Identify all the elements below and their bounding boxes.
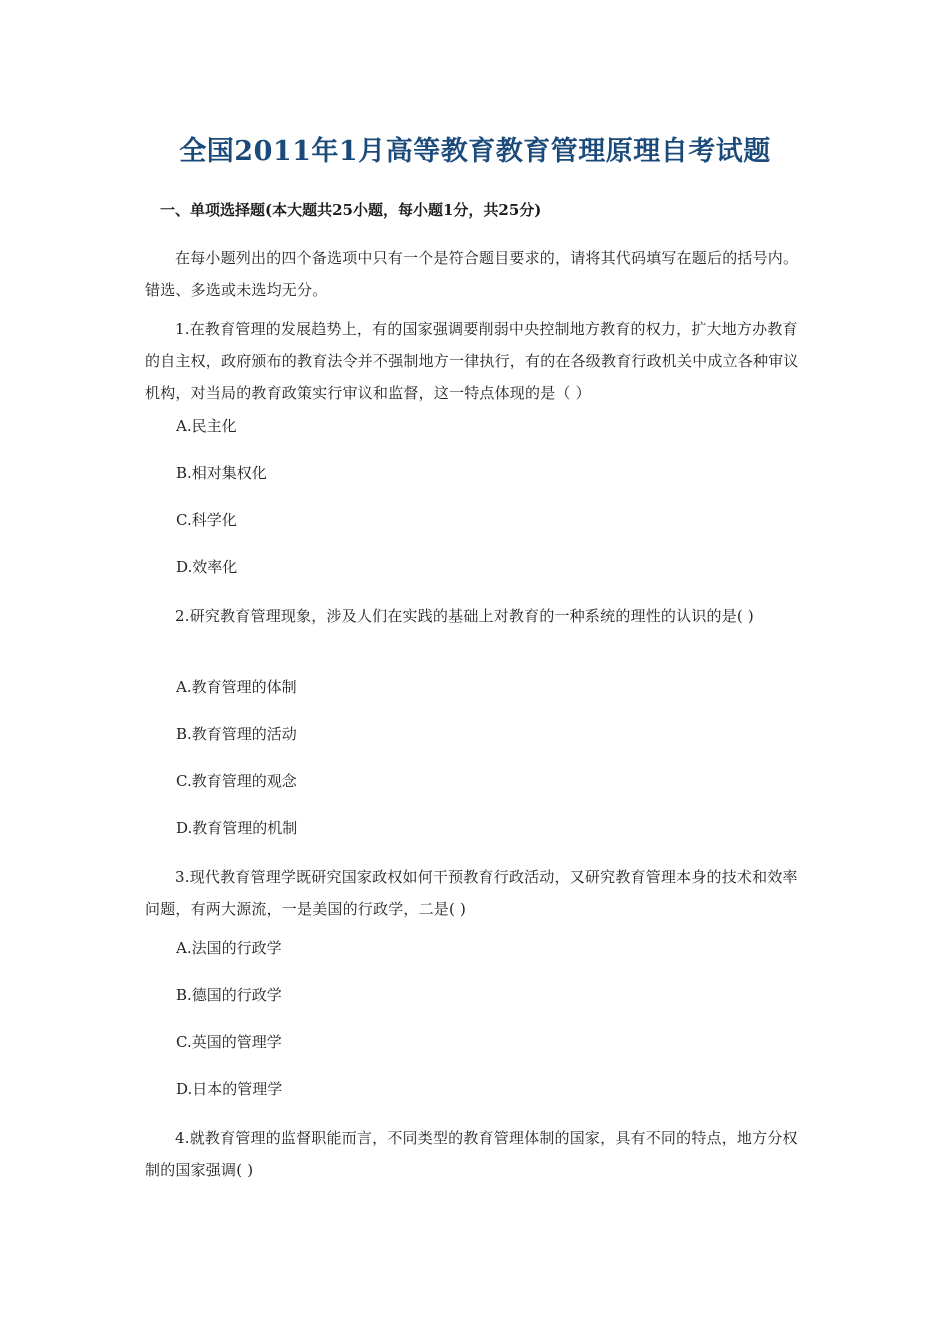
question-1-option-c: C.科学化 [176,511,237,529]
question-3-option-b: B.德国的行政学 [176,986,282,1004]
document-title: 全国2011年1月高等教育教育管理原理自考试题 [179,136,771,167]
question-2-option-d: D.教育管理的机制 [176,819,298,837]
question-2-option-a: A.教育管理的体制 [176,678,297,696]
question-1-option-a: A.民主化 [176,417,237,435]
question-3-option-c: C.英国的管理学 [176,1033,282,1051]
question-1-option-d: D.效率化 [176,558,238,576]
question-3-option-a: A.法国的行政学 [176,939,282,957]
question-3-option-d: D.日本的管理学 [176,1080,283,1098]
section-heading: 一、单项选择题(本大题共25小题，每小题1分，共25分) [160,201,542,219]
question-2-option-b: B.教育管理的活动 [176,725,297,743]
question-4-text: 4.就教育管理的监督职能而言，不同类型的教育管理体制的国家，具有不同的特点，地方分权制的国家强调( ) [145,1129,798,1179]
question-1-text: 1.在教育管理的发展趋势上，有的国家强调要削弱中央控制地方教育的权力，扩大地方办教育的自主权，政府颁布的教育法令并不强制地方一律执行，有的在各级教育行政机关中成立各种审议机构，对当局的教育政策实行审议和监督，这一特点体现的是（ ） [145,320,799,402]
instructions-paragraph: 在每小题列出的四个备选项中只有一个是符合题目要求的，请将其代码填写在题后的括号内。错选、多选或未选均无分。 [145,249,799,299]
question-3-text: 3.现代教育管理学既研究国家政权如何干预教育行政活动，又研究教育管理本身的技术和效率问题，有两大源流，一是美国的行政学，二是( ) [145,868,798,918]
question-2-option-c: C.教育管理的观念 [176,772,297,790]
question-1-option-b: B.相对集权化 [176,464,267,482]
question-2-text: 2.研究教育管理现象，涉及人们在实践的基础上对教育的一种系统的理性的认识的是( ) [175,607,754,625]
